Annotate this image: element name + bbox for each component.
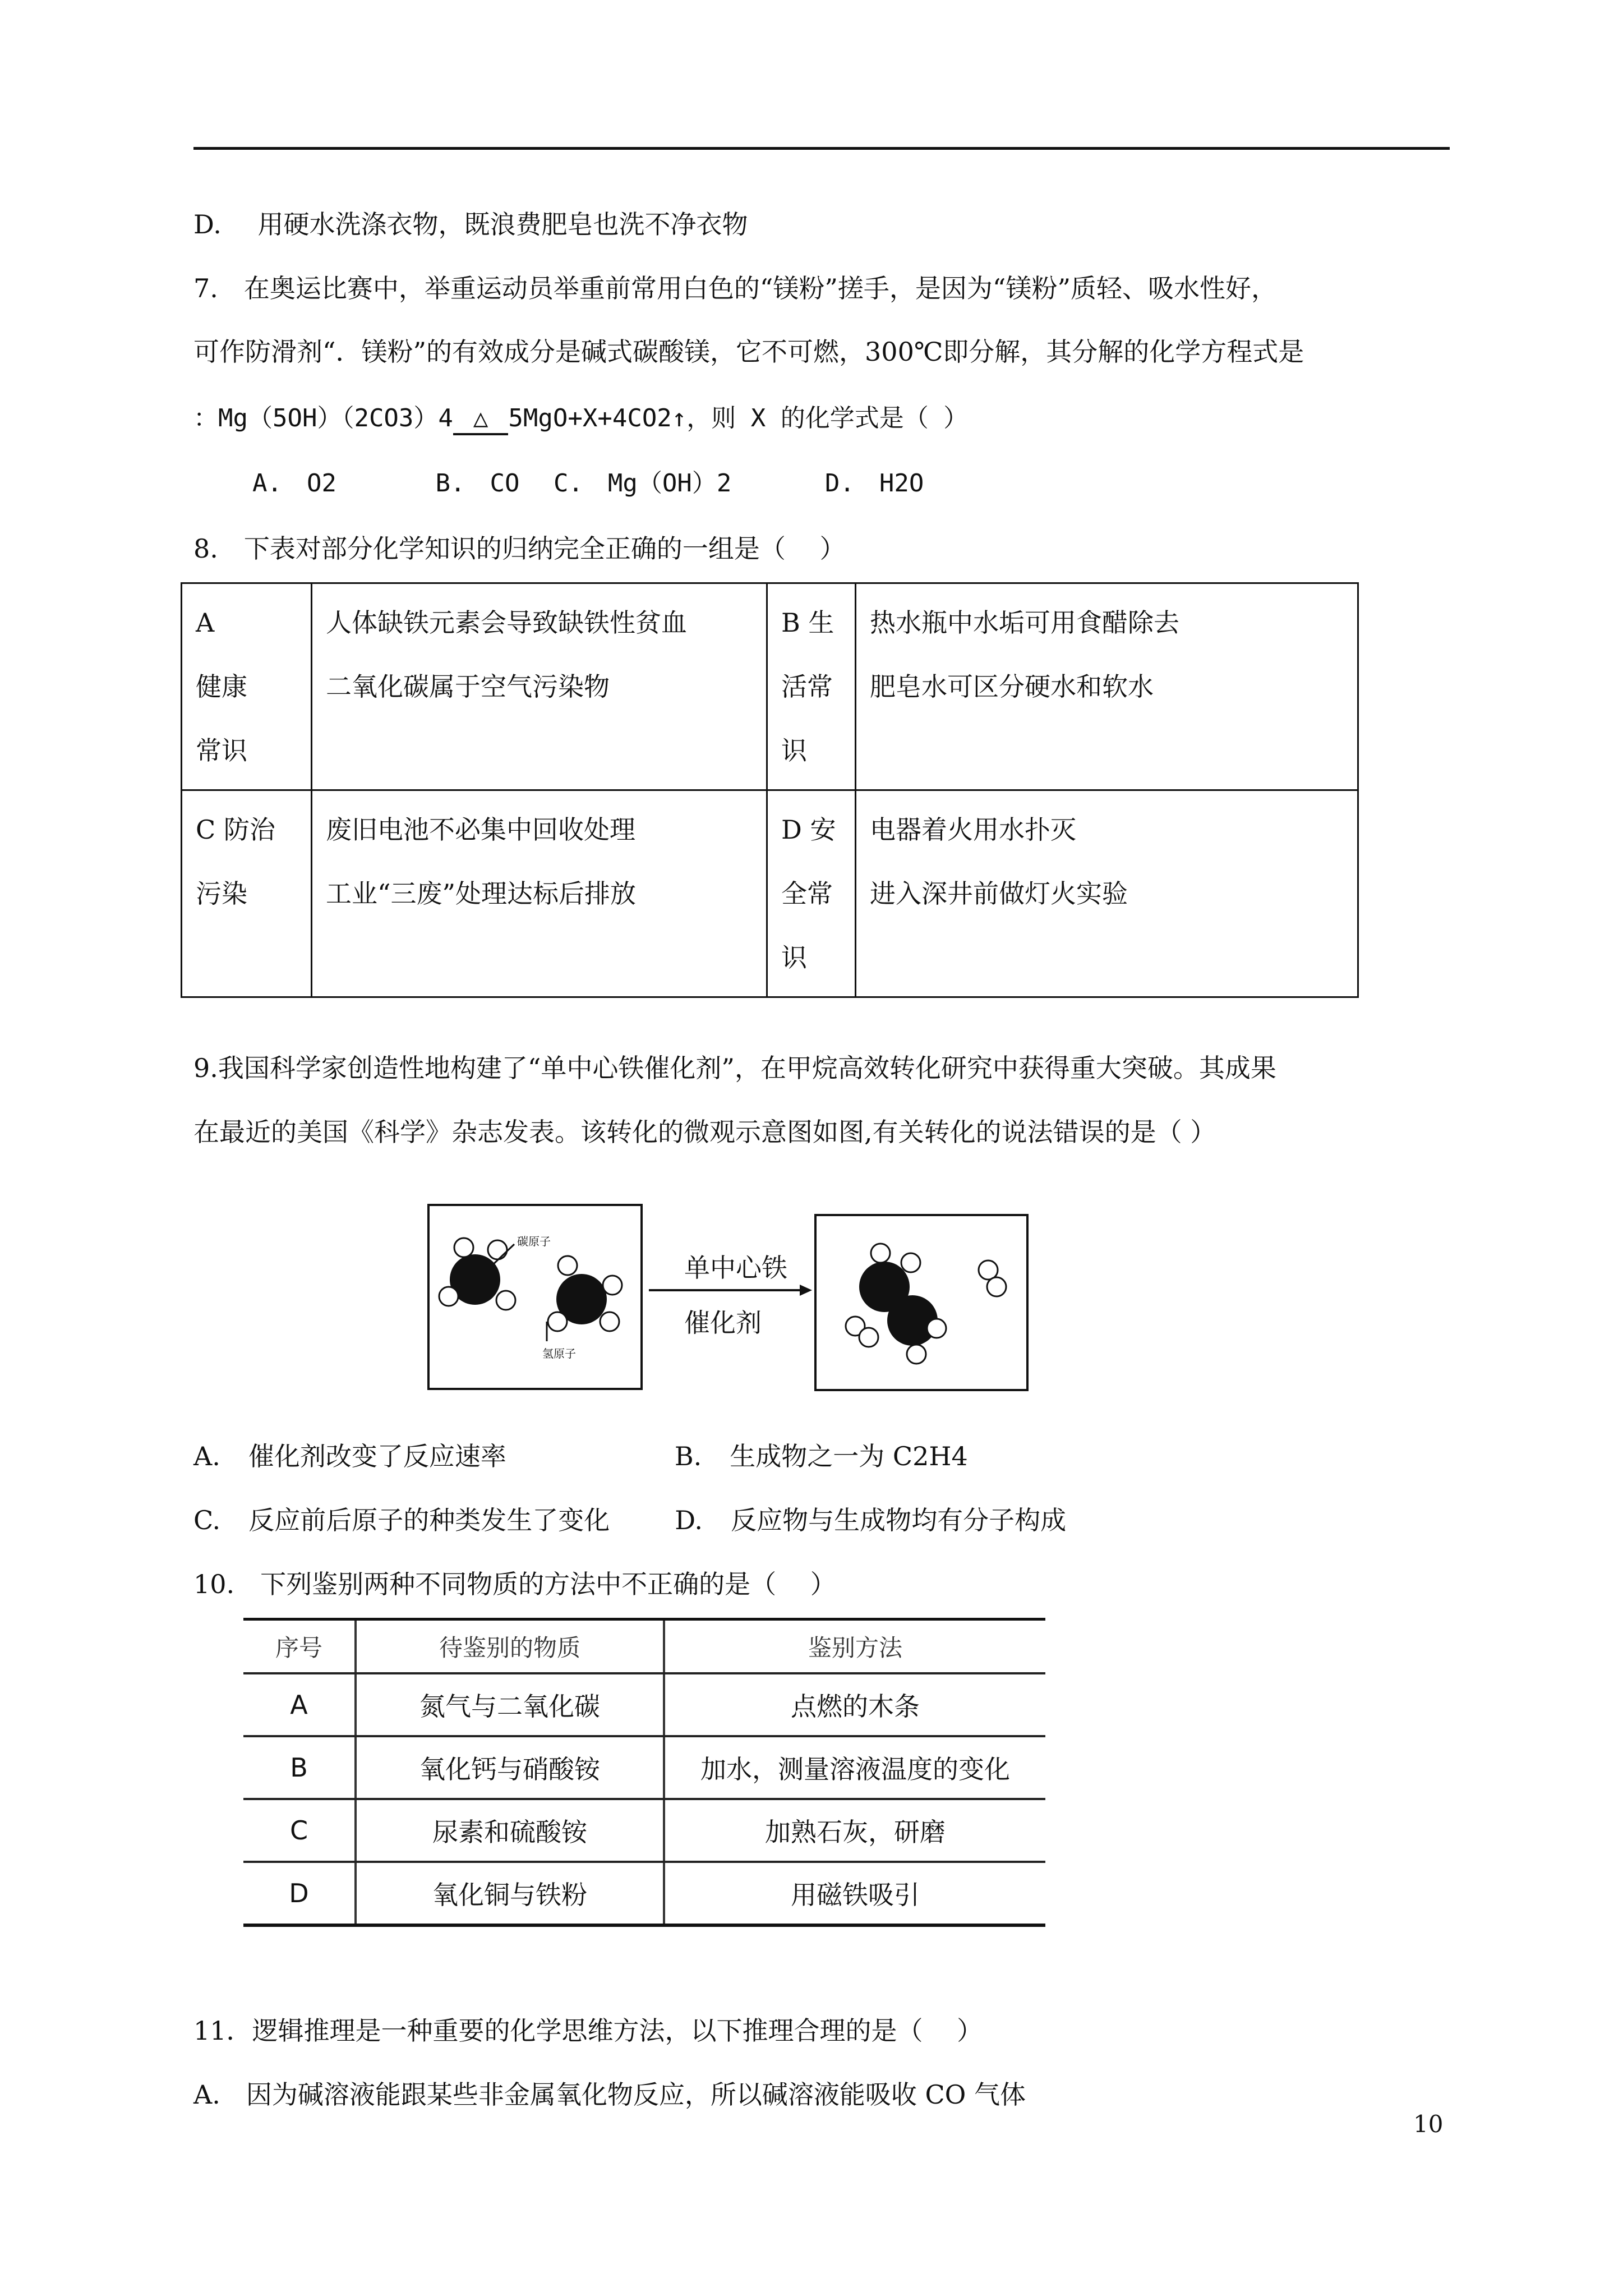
hydrogen-atom — [558, 1256, 577, 1275]
hydrogen-atom — [488, 1240, 507, 1259]
q10-cell: B — [243, 1736, 356, 1799]
q7-opt-b: CO — [490, 469, 520, 498]
q8-cell — [767, 583, 856, 790]
q8-text: 识 — [781, 942, 807, 973]
q9-options-row1 — [193, 1439, 968, 1473]
hydrogen-atom — [454, 1238, 473, 1257]
page-number: 10 — [1413, 2110, 1444, 2138]
q9-options-row2 — [193, 1503, 1066, 1537]
q10-row — [243, 1862, 1045, 1925]
hydrogen-atom — [548, 1312, 567, 1331]
q7-line2: 可作防滑剂“．镁粉”的有效成分是碱式碳酸镁，它不可燃，300℃即分解，其分解的化学方程式是 — [193, 337, 1304, 367]
q10-cell: A — [243, 1673, 356, 1736]
q8-text: B 生 — [781, 608, 834, 638]
hydrogen-atom — [603, 1276, 622, 1295]
q10-cell: 氧化铜与铁粉 — [356, 1862, 664, 1925]
q10-row — [243, 1736, 1045, 1799]
q9-opt-b-label: B. — [674, 1441, 702, 1471]
q10-row — [243, 1673, 1045, 1736]
q8-text: A — [196, 608, 215, 638]
q8-cell — [856, 583, 1358, 790]
q8-text: 识 — [781, 735, 807, 766]
q9-opt-d: 反应物与生成物均有分子构成 — [731, 1505, 1067, 1535]
hydrogen-atom — [859, 1328, 878, 1347]
q7-eq-condition: △ — [453, 404, 509, 435]
q10-cell: 加水，测量溶液温度的变化 — [664, 1736, 1045, 1799]
q8-text: 二氧化碳属于空气污染物 — [326, 671, 610, 702]
hydrogen-atom — [600, 1312, 619, 1331]
q8-text: 电器着火用水扑灭 — [870, 815, 1076, 845]
q11-stem: 11．逻辑推理是一种重要的化学思维方法，以下推理合理的是（ ） — [193, 2016, 983, 2046]
q9-opt-b: 生成物之一为 C2H4 — [730, 1441, 968, 1471]
hydrogen-label: 氢原子 — [542, 1347, 576, 1360]
q9-opt-a-label: A. — [193, 1441, 220, 1471]
q8-row — [182, 790, 1358, 997]
q8-text: 热水瓶中水垢可用食醋除去 — [870, 608, 1179, 638]
q8-text: 进入深井前做灯火实验 — [870, 878, 1128, 909]
hydrogen-atom — [439, 1287, 458, 1306]
q7-opt-a: O2 — [306, 469, 336, 498]
q11-option-a: A. 因为碱溶液能跟某些非金属氧化物反应，所以碱溶液能吸收 CO 气体 — [193, 2079, 1026, 2110]
q7-eq-right: 5MgO+X+4CO2↑，则 X 的化学式是（ ） — [508, 404, 969, 432]
q10-cell: 加熟石灰，研磨 — [664, 1799, 1045, 1862]
q8-cell — [312, 790, 767, 997]
q8-text: 肥皂水可区分硬水和软水 — [870, 671, 1154, 702]
q7-line1: 7. 在奥运比赛中，举重运动员举重前常用白色的“镁粉”搓手，是因为“镁粉”质轻、吸水性好， — [193, 273, 1277, 303]
hydrogen-atom — [987, 1277, 1006, 1296]
q9-line2: 在最近的美国《科学》杂志发表。该转化的微观示意图如图,有关转化的说法错误的是（ ） — [193, 1117, 1216, 1147]
q7-equation — [193, 402, 968, 435]
hydrogen-atom — [871, 1244, 890, 1263]
q7-opt-d: H2O — [879, 469, 924, 498]
q8-text: 常识 — [196, 735, 247, 766]
q10-cell: C — [243, 1799, 356, 1862]
q8-text: 工业“三废”处理达标后排放 — [326, 878, 637, 909]
carbon-label: 碳原子 — [517, 1235, 551, 1248]
q10-cell: D — [243, 1862, 356, 1925]
q8-cell — [182, 583, 312, 790]
q8-cell — [767, 790, 856, 997]
header-rule — [193, 147, 1450, 150]
q10-cell: 点燃的木条 — [664, 1673, 1045, 1736]
q9-line1: 9.我国科学家创造性地构建了“单中心铁催化剂”，在甲烷高效转化研究中获得重大突破。其成果 — [193, 1053, 1276, 1083]
q9-opt-a: 催化剂改变了反应速率 — [248, 1441, 506, 1471]
q8-text: 污染 — [196, 878, 247, 909]
q10-cell: 用磁铁吸引 — [664, 1862, 1045, 1925]
hydrogen-atom — [907, 1345, 926, 1364]
q9-opt-c: 反应前后原子的种类发生了变化 — [248, 1505, 610, 1535]
q7-opt-c-label: C. — [553, 469, 583, 498]
q8-text: D 安 — [781, 815, 836, 845]
q7-options — [252, 467, 924, 500]
q10-stem: 10. 下列鉴别两种不同物质的方法中不正确的是（ ） — [193, 1569, 836, 1599]
q8-text: 活常 — [781, 671, 833, 702]
arrowhead-icon — [800, 1285, 812, 1296]
q10-cell: 尿素和硫酸铵 — [356, 1799, 664, 1862]
q10-header-cell: 鉴别方法 — [664, 1619, 1045, 1674]
q8-stem: 8. 下表对部分化学知识的归纳完全正确的一组是（ ） — [193, 533, 846, 564]
q8-text: 人体缺铁元素会导致缺铁性贫血 — [326, 608, 687, 638]
q9-opt-d-label: D. — [675, 1505, 703, 1535]
q10-cell: 氧化钙与硝酸铵 — [356, 1736, 664, 1799]
q8-text: 健康 — [196, 671, 247, 702]
q10-header-cell: 序号 — [243, 1619, 356, 1674]
hydrogen-atom — [901, 1253, 920, 1272]
q10-table — [243, 1618, 1045, 1927]
q9-reaction-diagram — [427, 1204, 1033, 1391]
q8-text: 全常 — [781, 878, 833, 909]
q8-cell — [312, 583, 767, 790]
q10-row — [243, 1799, 1045, 1862]
q10-header-row — [243, 1619, 1045, 1674]
q7-eq-left: ：Mg（5OH）（2CO3）4 — [193, 404, 453, 432]
q6-option-d — [193, 208, 748, 241]
q8-row — [182, 583, 1358, 790]
q7-opt-a-label: A. — [252, 469, 282, 498]
hydrogen-atom — [496, 1291, 515, 1310]
arrow-label-1: 单中心铁 — [684, 1253, 787, 1283]
q8-cell — [856, 790, 1358, 997]
q10-cell: 氮气与二氧化碳 — [356, 1673, 664, 1736]
q6-option-d-label: D. — [193, 209, 222, 240]
q7-opt-d-label: D. — [824, 469, 855, 498]
q6-option-d-text: 用硬水洗涤衣物，既浪费肥皂也洗不净衣物 — [257, 209, 748, 240]
q8-table — [181, 582, 1359, 998]
q8-text: 废旧电池不必集中回收处理 — [326, 815, 635, 845]
q8-text: C 防治 — [196, 815, 275, 845]
q7-opt-c: Mg（OH）2 — [607, 469, 732, 498]
arrow-label-2: 催化剂 — [684, 1308, 762, 1338]
q7-opt-b-label: B. — [435, 469, 465, 498]
q9-opt-c-label: C. — [193, 1505, 221, 1535]
q10-header-cell: 待鉴别的物质 — [356, 1619, 664, 1674]
q8-cell — [182, 790, 312, 997]
hydrogen-atom — [927, 1319, 946, 1338]
